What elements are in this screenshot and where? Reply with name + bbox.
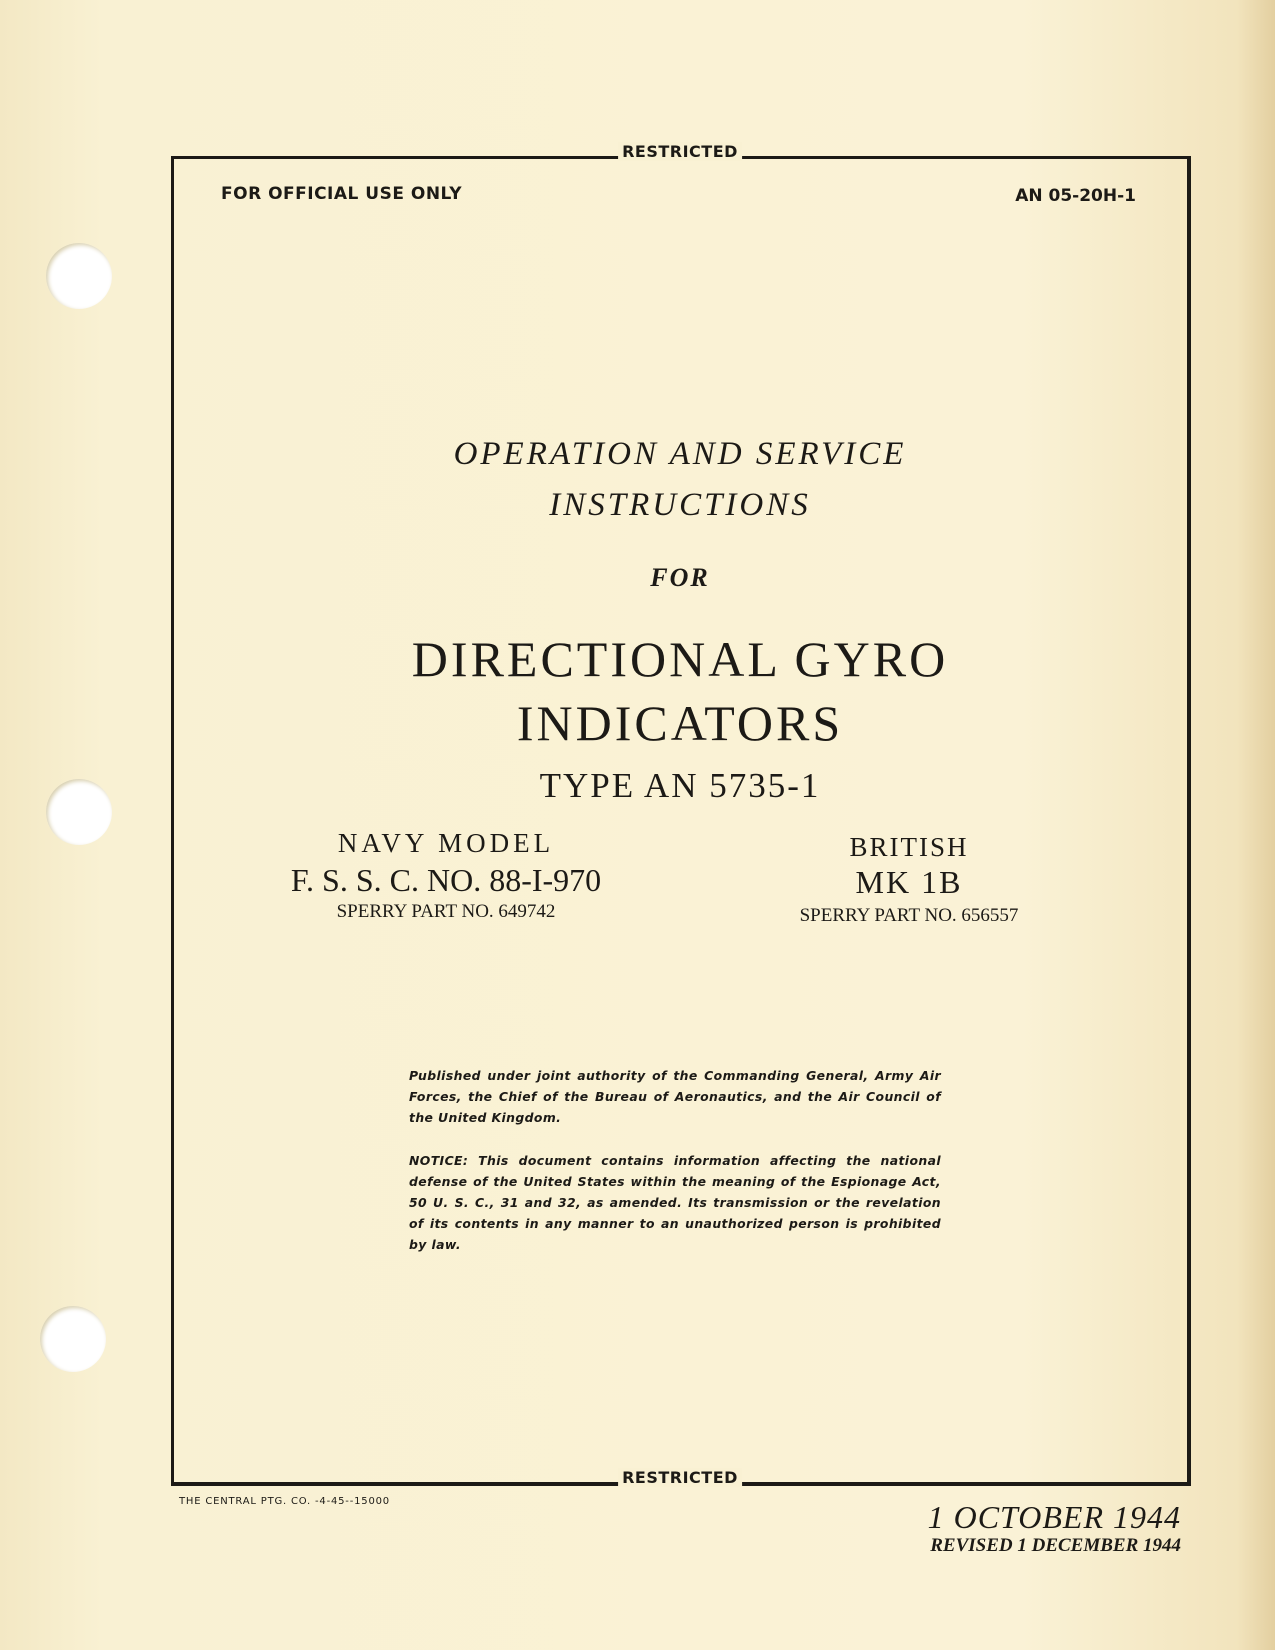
title-for: FOR bbox=[650, 563, 710, 592]
navy-model-number: F. S. S. C. NO. 88-I-970 bbox=[290, 862, 602, 898]
authority-paragraph: Published under joint authority of the Commanding General, Army Air Forces, the Chief of the Bureau of Aeronautics, and the Air Council of the United Kingdom. bbox=[409, 1068, 941, 1125]
main-title-1: DIRECTIONAL GYRO bbox=[411, 631, 949, 687]
classification-bottom: RESTRICTED bbox=[618, 1468, 742, 1487]
british-model-number: MK 1B bbox=[855, 864, 963, 900]
binder-hole bbox=[46, 779, 112, 845]
page-border bbox=[171, 156, 1191, 1486]
doc-number: AN 05-20H-1 bbox=[1015, 186, 1136, 206]
revision-date: REVISED 1 DECEMBER 1944 bbox=[930, 1535, 1181, 1556]
notice-paragraph: NOTICE: This document contains information affecting the national defense of the United States within the meaning of the Espionage Act, 50 U. S. C., 31 and 32, as amended. Its transmission or the revelation of its contents in any manner to an unauthorized person is prohibited by law. bbox=[409, 1153, 941, 1252]
title-line2: INSTRUCTIONS bbox=[549, 487, 811, 523]
navy-model-label: NAVY MODEL bbox=[337, 828, 555, 858]
official-use-label: FOR OFFICIAL USE ONLY bbox=[221, 184, 463, 204]
main-title-2: INDICATORS bbox=[516, 695, 844, 751]
type-designation: TYPE AN 5735-1 bbox=[539, 766, 821, 805]
printer-line: THE CENTRAL PTG. CO. -4-45--15000 bbox=[179, 1496, 390, 1507]
british-label: BRITISH bbox=[849, 832, 969, 862]
classification-top: RESTRICTED bbox=[618, 142, 742, 161]
publication-date: 1 OCTOBER 1944 bbox=[927, 1499, 1181, 1535]
binder-hole bbox=[40, 1306, 106, 1372]
binder-hole bbox=[46, 243, 112, 309]
title-line1: OPERATION AND SERVICE bbox=[453, 436, 907, 472]
navy-part-number: SPERRY PART NO. 649742 bbox=[336, 901, 556, 922]
british-part-number: SPERRY PART NO. 656557 bbox=[799, 905, 1019, 926]
